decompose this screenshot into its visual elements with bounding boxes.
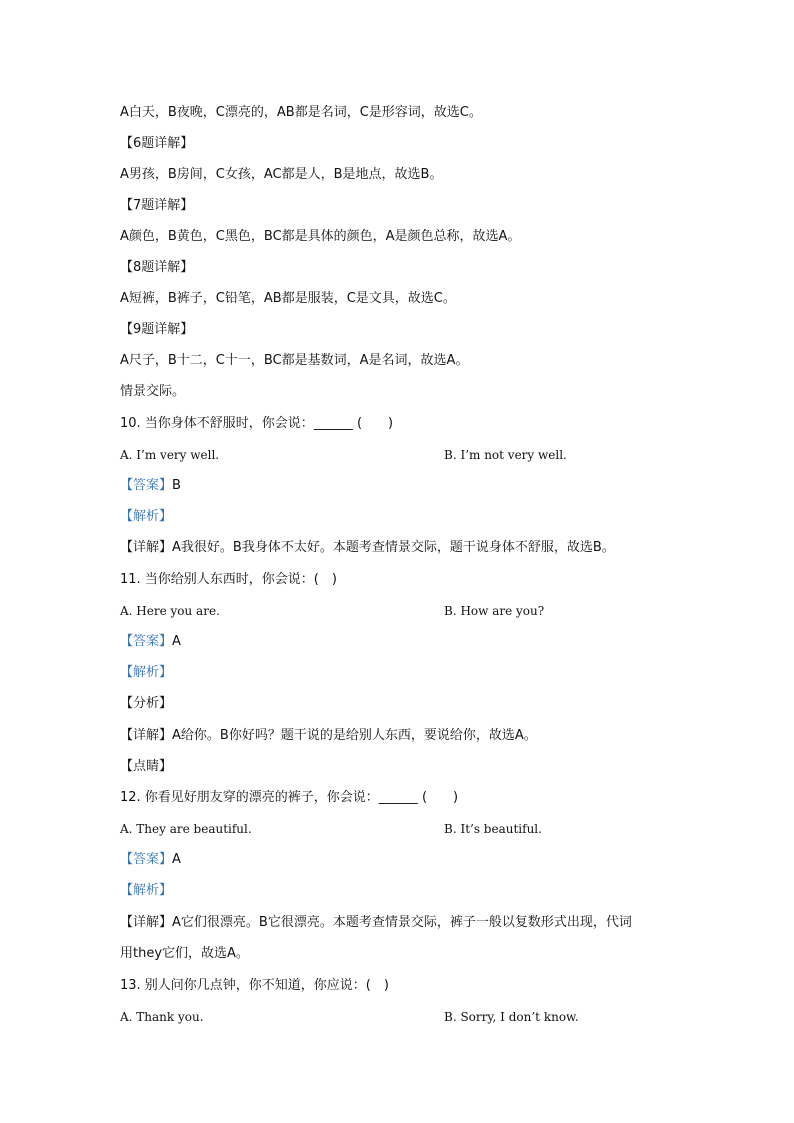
q12-detail: [120, 914, 632, 932]
q13-stem: 13. 别人问你几点钟，你不知道，你应说：( ): [120, 978, 389, 993]
detail-text: A它们很漂亮。B它很漂亮。本题考查情景交际，裤子一般以复数形式出现，代词: [172, 915, 632, 930]
q12-detail-continued: 用they它们，故选A。: [120, 946, 249, 961]
q8-detail-text: A短裤，B裤子，C铅笔，AB都是服装，C是文具，故选C。: [120, 291, 456, 306]
q7-detail-text: A颜色，B黄色，C黑色，BC都是具体的颜色，A是颜色总称，故选A。: [120, 229, 521, 244]
q12-analysis-tag: 【解析】: [120, 883, 173, 898]
q7-detail-heading: 【7题详解】: [120, 198, 194, 213]
q9-detail-text: A尺子，B十二，C十一，BC都是基数词，A是名词，故选A。: [120, 353, 469, 368]
q10-analysis-tag: 【解析】: [120, 509, 173, 524]
q11-detail: [120, 727, 537, 745]
section-title: 情景交际。: [120, 384, 186, 399]
q8-detail-heading: 【8题详解】: [120, 260, 194, 275]
q11-option-b: B. How are you?: [444, 604, 545, 618]
q10-stem: 10. 当你身体不舒服时，你会说：______ ( ): [120, 416, 394, 431]
q9-detail-heading: 【9题详解】: [120, 322, 194, 337]
detail-text: A我很好。B我身体不太好。本题考查情景交际，题干说身体不舒服，故选B。: [172, 540, 615, 555]
q11-fenxi-tag: 【分析】: [120, 696, 173, 711]
q11-stem: 11. 当你给别人东西时，你会说：( ): [120, 572, 337, 587]
q11-dianjing-tag: 【点睛】: [120, 759, 173, 774]
q6-detail-heading: 【6题详解】: [120, 136, 194, 151]
q5-detail-text: A白天，B夜晚，C漂亮的，AB都是名词，C是形容词，故选C。: [120, 105, 482, 120]
detail-tag: 【详解】: [120, 540, 173, 555]
q11-analysis-tag: 【解析】: [120, 665, 173, 680]
answer-tag: 【答案】: [120, 852, 173, 867]
q13-option-b: B. Sorry, I don’t know.: [444, 1010, 579, 1024]
answer-value: B: [172, 478, 181, 493]
q6-detail-text: A男孩，B房间，C女孩，AC都是人，B是地点，故选B。: [120, 167, 443, 182]
q11-answer: [120, 633, 181, 651]
answer-tag: 【答案】: [120, 634, 173, 649]
detail-text: A给你。B你好吗？题干说的是给别人东西，要说给你，故选A。: [172, 728, 537, 743]
q12-stem: 12. 你看见好朋友穿的漂亮的裤子，你会说：______ ( ): [120, 790, 459, 805]
q10-option-a: A. I’m very well.: [120, 448, 220, 462]
q10-detail: [120, 539, 615, 557]
q12-option-a: A. They are beautiful.: [120, 822, 252, 836]
answer-value: A: [172, 634, 181, 649]
answer-value: A: [172, 852, 181, 867]
q11-option-a: A. Here you are.: [120, 604, 220, 618]
detail-tag: 【详解】: [120, 728, 173, 743]
q12-answer: [120, 851, 181, 869]
q10-option-b: B. I’m not very well.: [444, 448, 567, 462]
detail-tag: 【详解】: [120, 915, 173, 930]
answer-tag: 【答案】: [120, 478, 173, 493]
q13-option-a: A. Thank you.: [120, 1010, 204, 1024]
q12-option-b: B. It’s beautiful.: [444, 822, 542, 836]
q10-answer: [120, 477, 181, 495]
